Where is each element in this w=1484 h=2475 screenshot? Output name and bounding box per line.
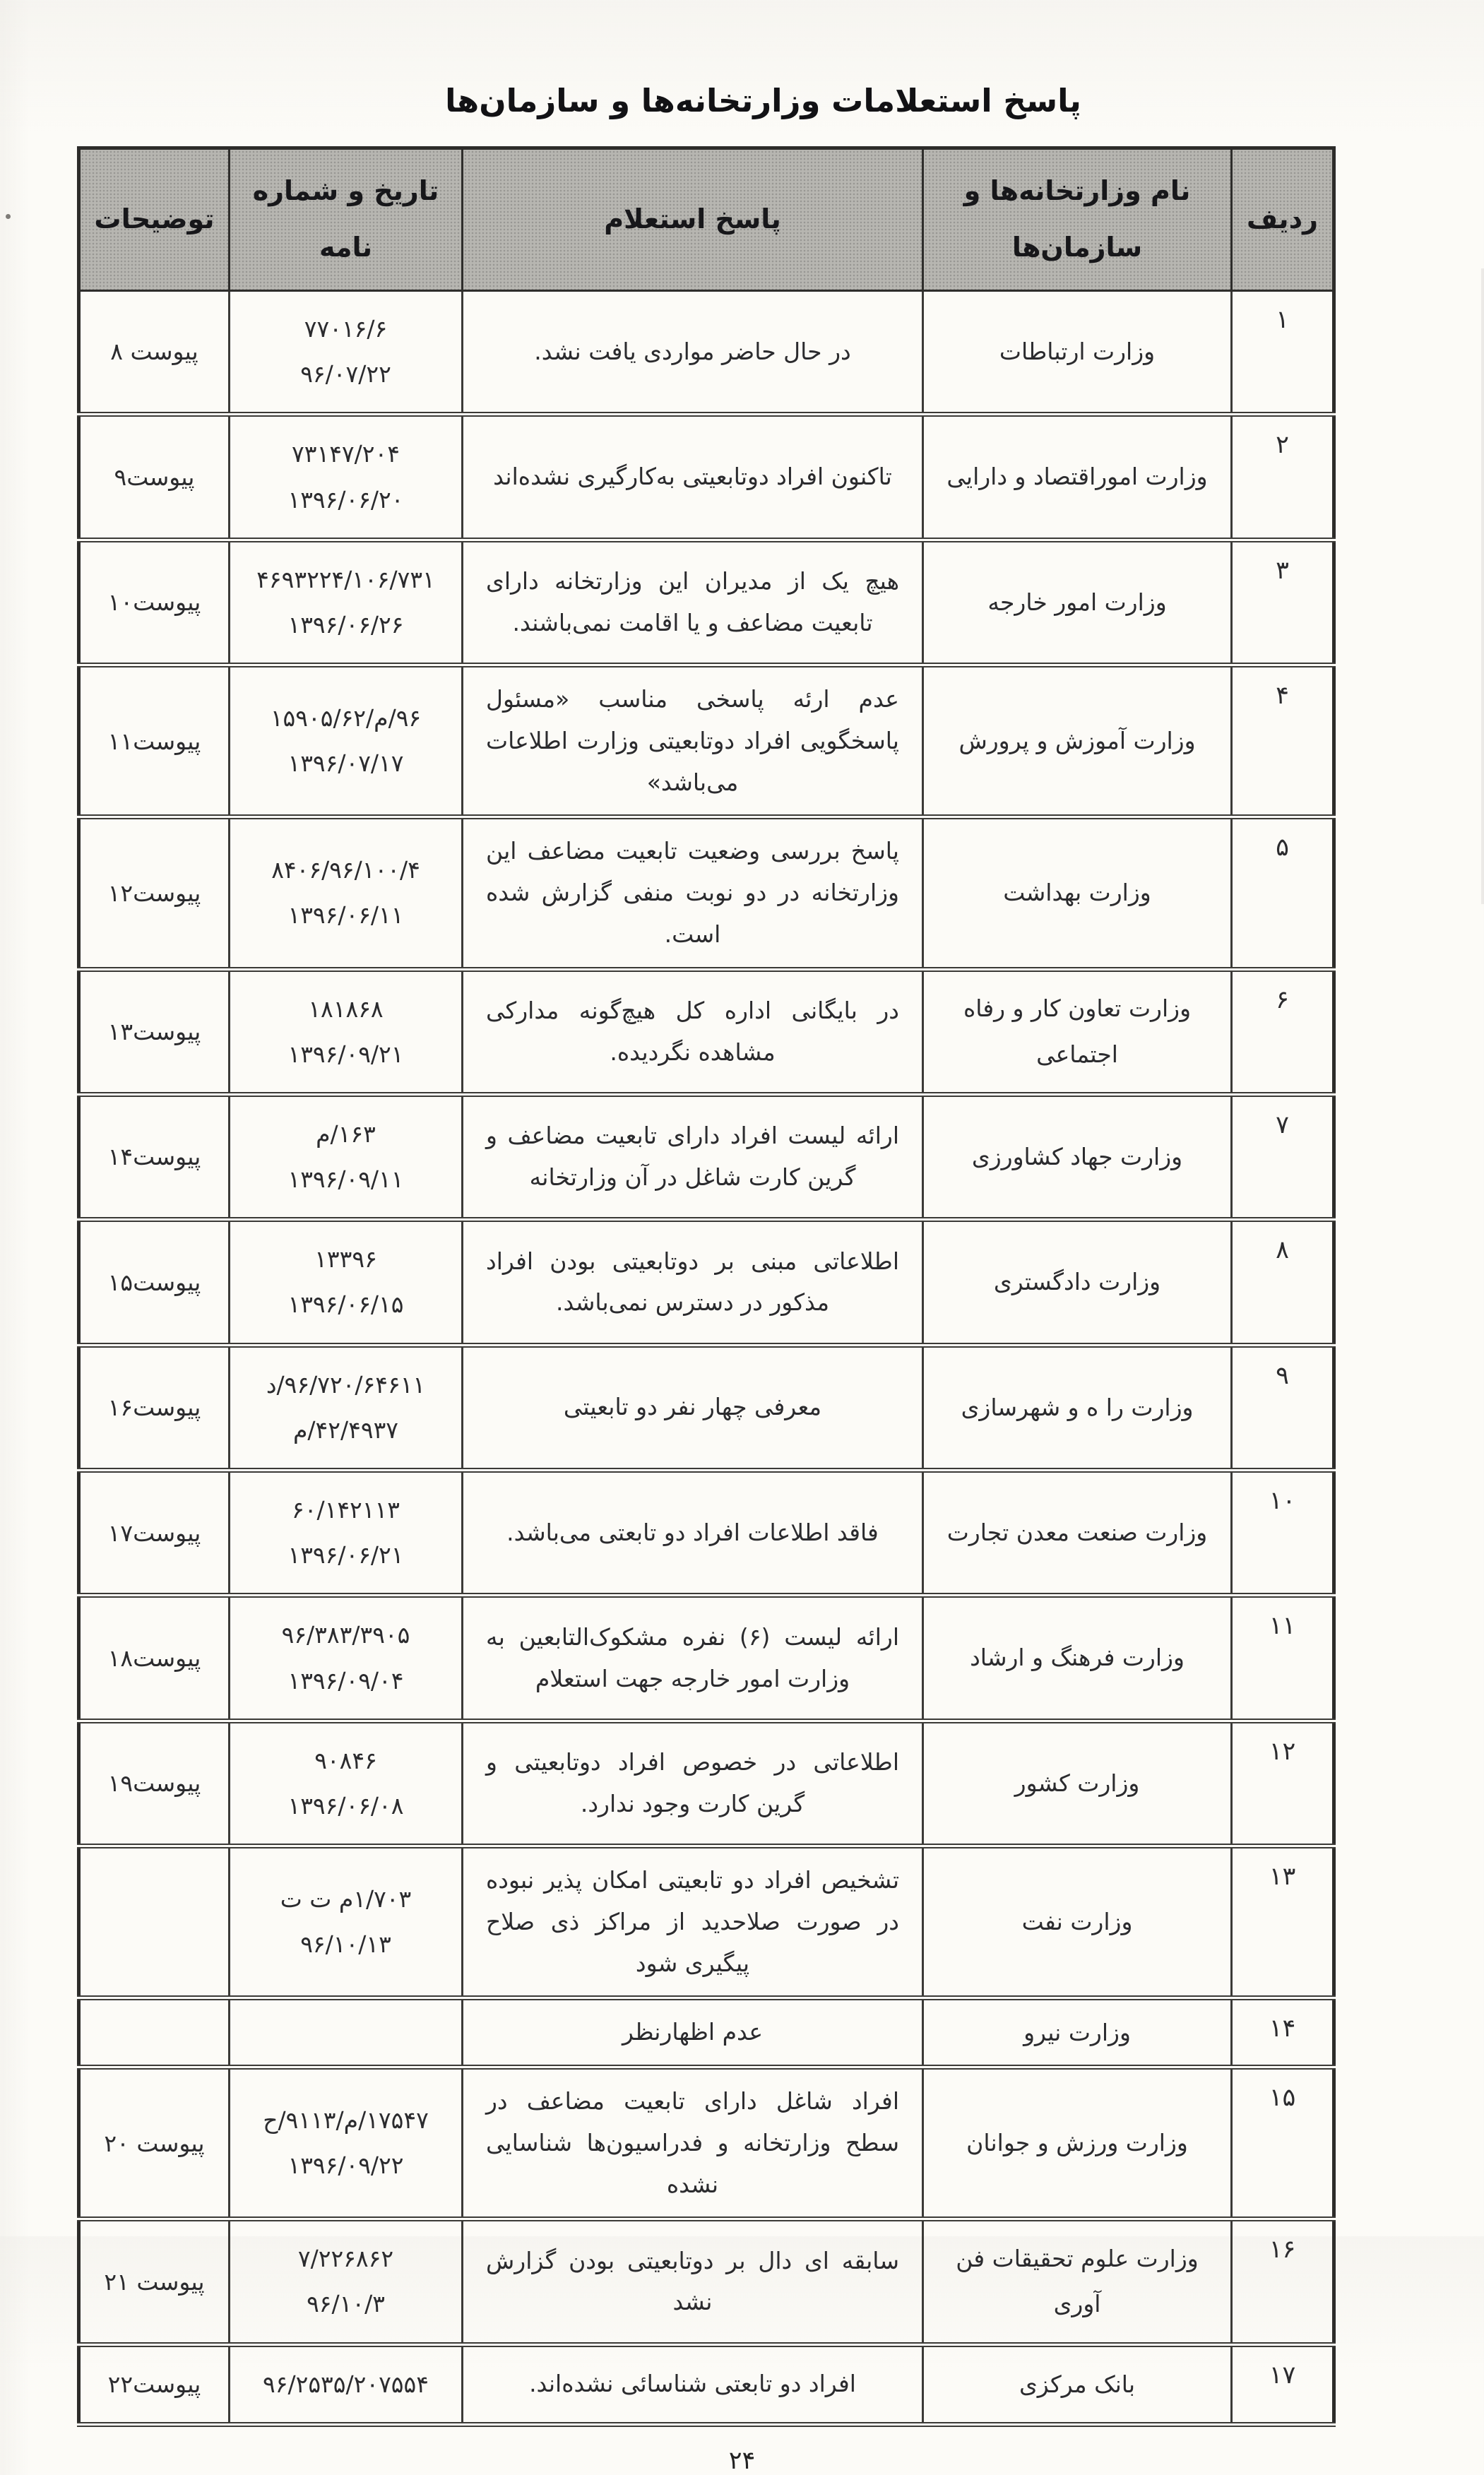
letter-cell [230,817,463,969]
letter-number: ۱۷۵۴۷/م/۹۱۱۳/ح [263,2106,429,2134]
row-number-cell: ۷ [1232,1094,1334,1219]
letter-date: ۱۳۹۶/۰۹/۲۲ [287,2151,404,2180]
row-number-cell: ۵ [1232,817,1334,969]
ministry-name-cell: وزارت امور خارجه [923,540,1232,665]
table-container [81,146,1336,2427]
letter-number: ۸۴۰۶/۹۶/۱۰۰/۴ [271,856,420,884]
letter-date: ۹۶/۱۰/۱۳ [300,1930,391,1959]
row-number-cell: ۱۳ [1232,1846,1334,1998]
note-cell [79,1998,230,2067]
letter-number: ۱۸۱۸۶۸ [308,995,384,1023]
row-number-cell: ۱ [1232,291,1334,415]
table-row [79,1998,1334,2067]
note-cell: پیوست۱۰ [79,540,230,665]
response-cell: عدم ارئه پاسخی مناسب «مسئول پاسخگویی افراد دوتابعیتی وزارت اطلاعات می‌باشد» [463,665,923,817]
ministry-name-cell: وزارت فرهنگ و ارشاد [923,1596,1232,1721]
letter-date: ۱۳۹۶/۰۶/۲۰ [287,485,404,514]
response-cell: هیچ یک از مدیران این وزارتخانه دارای تابعیت مضاعف و یا اقامت نمی‌باشند. [463,540,923,665]
ministry-name-cell: وزارت نفت [923,1846,1232,1998]
row-number-cell: ۱۱ [1232,1596,1334,1721]
letter-number: ۹۶/م/۱۵۹۰۵/۶۲ [270,704,422,732]
letter-date: ۱۳۹۶/۰۹/۰۴ [287,1666,404,1694]
table-row [79,1220,1334,1345]
ministry-name-cell: وزارت علوم تحقیقات فن آوری [923,2219,1232,2344]
letter-date: ۱۳۹۶/۰۶/۰۸ [287,1791,404,1820]
letter-cell [230,540,463,665]
note-cell: پیوست ۸ [79,291,230,415]
page-number: ۲۴ [728,2446,756,2475]
row-number-cell: ۱۷ [1232,2344,1334,2424]
letter-cell [230,1846,463,1998]
table-row [79,817,1334,969]
col-header-ministry-name: نام وزارتخانه‌ها و سازمان‌ها [923,148,1232,291]
letter-cell [230,415,463,540]
scan-edge-artifact [1481,268,1484,904]
note-cell: پیوست۱۳ [79,969,230,1094]
letter-number: ۹۶/۳۸۳/۳۹۰۵ [281,1621,410,1649]
letter-date: ۱۳۹۶/۰۶/۲۱ [287,1541,404,1569]
row-number-cell: ۱۰ [1232,1471,1334,1596]
response-cell: پاسخ بررسی وضعیت تابعیت مضاعف این وزارتخانه در دو نوبت منفی گزارش شده است. [463,817,923,969]
ministry-name-cell: بانک مرکزی [923,2344,1232,2424]
col-header-notes: توضیحات [79,148,230,291]
ministry-name-cell: وزارت نیرو [923,1998,1232,2067]
response-cell: اطلاعاتی در خصوص افراد دوتابعیتی و گرین کارت وجود ندارد. [463,1721,923,1846]
table-header [79,148,1334,291]
inquiries-table [77,146,1336,2427]
row-number-cell: ۲ [1232,415,1334,540]
ministry-name-cell: وزارت جهاد کشاورزی [923,1094,1232,1219]
row-number-cell: ۱۵ [1232,2067,1334,2219]
letter-number: ۴۶۹۳۲۲۴/۱۰۶/۷۳۱ [256,565,435,593]
table-row [79,1721,1334,1846]
scan-dot-artifact [6,214,11,219]
table-row [79,2219,1334,2344]
letter-cell [230,969,463,1094]
col-header-row-number: ردیف [1232,148,1334,291]
letter-cell [230,2219,463,2344]
page-title: پاسخ استعلامات وزارتخانه‌ها و سازمان‌ها [445,82,1081,119]
letter-number: ۶۰/۱۴۲۱۱۳ [292,1496,400,1524]
letter-number: ۹۶/۷۲۰/۶۴۶۱۱/د [266,1370,426,1399]
ministry-name-cell: وزارت ورزش و جوانان [923,2067,1232,2219]
note-cell: پیوست۱۴ [79,1094,230,1219]
letter-date: ۱۳۹۶/۰۹/۱۱ [287,1165,404,1194]
letter-cell [230,1721,463,1846]
row-number-cell: ۴ [1232,665,1334,817]
ministry-name-cell: وزارت کشور [923,1721,1232,1846]
response-cell: فاقد اطلاعات افراد دو تابعتی می‌باشد. [463,1471,923,1596]
letter-number: ۹۶/۲۵۳۵/۲۰۷۵۵۴ [263,2370,429,2398]
letter-cell [230,665,463,817]
note-cell [79,1846,230,1998]
response-cell: سابقه ای دال بر دوتابعیتی بودن گزارش نشد [463,2219,923,2344]
letter-number: ۷۷۰۱۶/۶ [304,315,388,343]
letter-cell [230,2344,463,2424]
letter-cell [230,1220,463,1345]
row-number-cell: ۶ [1232,969,1334,1094]
row-number-cell: ۱۶ [1232,2219,1334,2344]
note-cell: پیوست۱۹ [79,1721,230,1846]
ministry-name-cell: وزارت آموزش و پرورش [923,665,1232,817]
letter-date: ۱۳۹۶/۰۶/۱۵ [287,1290,404,1319]
row-number-cell: ۱۲ [1232,1721,1334,1846]
table-row [79,291,1334,415]
letter-date: ۱۳۹۶/۰۷/۱۷ [287,749,404,778]
letter-date: ۱۳۹۶/۰۶/۲۶ [287,610,404,639]
response-cell: ارائه لیست افراد دارای تابعیت مضاعف و گرین کارت شاغل در آن وزارتخانه [463,1094,923,1219]
letter-date: ۹۶/۱۰/۳ [307,2290,385,2318]
note-cell: پیوست۱۲ [79,817,230,969]
row-number-cell: ۸ [1232,1220,1334,1345]
table-row [79,1471,1334,1596]
ministry-name-cell: وزارت دادگستری [923,1220,1232,1345]
row-number-cell: ۳ [1232,540,1334,665]
note-cell: پیوست۹ [79,415,230,540]
table-row [79,540,1334,665]
note-cell: پیوست۱۶ [79,1345,230,1470]
letter-number: ۱۳۳۹۶ [314,1245,377,1274]
response-cell: تاکنون افراد دوتابعیتی به‌کارگیری نشده‌اند [463,415,923,540]
letter-number: ۷۳۱۴۷/۲۰۴ [292,440,400,468]
letter-cell [230,2067,463,2219]
ministry-name-cell: وزارت صنعت معدن تجارت [923,1471,1232,1596]
letter-cell [230,1998,463,2067]
table-row [79,665,1334,817]
note-cell: پیوست ۲۱ [79,2219,230,2344]
ministry-name-cell: وزارت را ه و شهرسازی [923,1345,1232,1470]
response-cell: افراد دو تابعتی شناسائی نشده‌اند. [463,2344,923,2424]
table-row [79,1846,1334,1998]
col-header-response: پاسخ استعلام [463,148,923,291]
row-number-cell: ۹ [1232,1345,1334,1470]
col-header-date-number: تاریخ و شماره نامه [230,148,463,291]
table-row [79,1596,1334,1721]
letter-cell [230,1345,463,1470]
letter-cell [230,291,463,415]
letter-cell [230,1471,463,1596]
response-cell: اطلاعاتی مبنی بر دوتابعیتی بودن افراد مذکور در دسترس نمی‌باشد. [463,1220,923,1345]
response-cell: معرفی چهار نفر دو تابعیتی [463,1345,923,1470]
note-cell: پیوست۱۷ [79,1471,230,1596]
table-row [79,2344,1334,2424]
letter-number: ۷/۲۲۶۸۶۲ [297,2245,394,2273]
letter-cell [230,1596,463,1721]
table-body [79,291,1334,2425]
note-cell: پیوست۱۱ [79,665,230,817]
table-row [79,1094,1334,1219]
table-row [79,415,1334,540]
letter-date: ۴۲/۴۹۳۷/م [292,1415,399,1444]
letter-date: ۱۳۹۶/۰۶/۱۱ [287,901,404,930]
table-row [79,2067,1334,2219]
response-cell: ارائه لیست (۶) نفره مشکوک‌التابعین به وزارت امور خارجه جهت استعلام [463,1596,923,1721]
note-cell: پیوست۱۵ [79,1220,230,1345]
letter-number: ۱/۷۰۳م ت ت [280,1885,412,1913]
ministry-name-cell: وزارت اموراقتصاد و دارایی [923,415,1232,540]
letter-date: ۹۶/۰۷/۲۲ [300,360,391,388]
response-cell: در حال حاضر مواردی یافت نشد. [463,291,923,415]
letter-cell [230,1094,463,1219]
ministry-name-cell: وزارت بهداشت [923,817,1232,969]
letter-date: ۱۳۹۶/۰۹/۲۱ [287,1040,404,1068]
response-cell: تشخیص افراد دو تابعیتی امکان پذیر نبوده در صورت صلاحدید از مراکز ذی صلاح پیگیری شود [463,1846,923,1998]
letter-number: ۱۶۳/م [316,1120,376,1148]
ministry-name-cell: وزارت ارتباطات [923,291,1232,415]
response-cell: عدم اظهارنظر [463,1998,923,2067]
table-row [79,1345,1334,1470]
note-cell: پیوست ۲۰ [79,2067,230,2219]
table-row [79,969,1334,1094]
response-cell: در بایگانی اداره کل هیچ‌گونه مدارکی مشاهده نگردیده. [463,969,923,1094]
response-cell: افراد شاغل دارای تابعیت مضاعف در سطح وزارتخانه و فدراسیون‌ها شناسایی نشده [463,2067,923,2219]
letter-number: ۹۰۸۴۶ [314,1746,377,1774]
note-cell: پیوست۱۸ [79,1596,230,1721]
header-row [79,148,1334,291]
row-number-cell: ۱۴ [1232,1998,1334,2067]
ministry-name-cell: وزارت تعاون کار و رفاه اجتماعی [923,969,1232,1094]
note-cell: پیوست۲۲ [79,2344,230,2424]
